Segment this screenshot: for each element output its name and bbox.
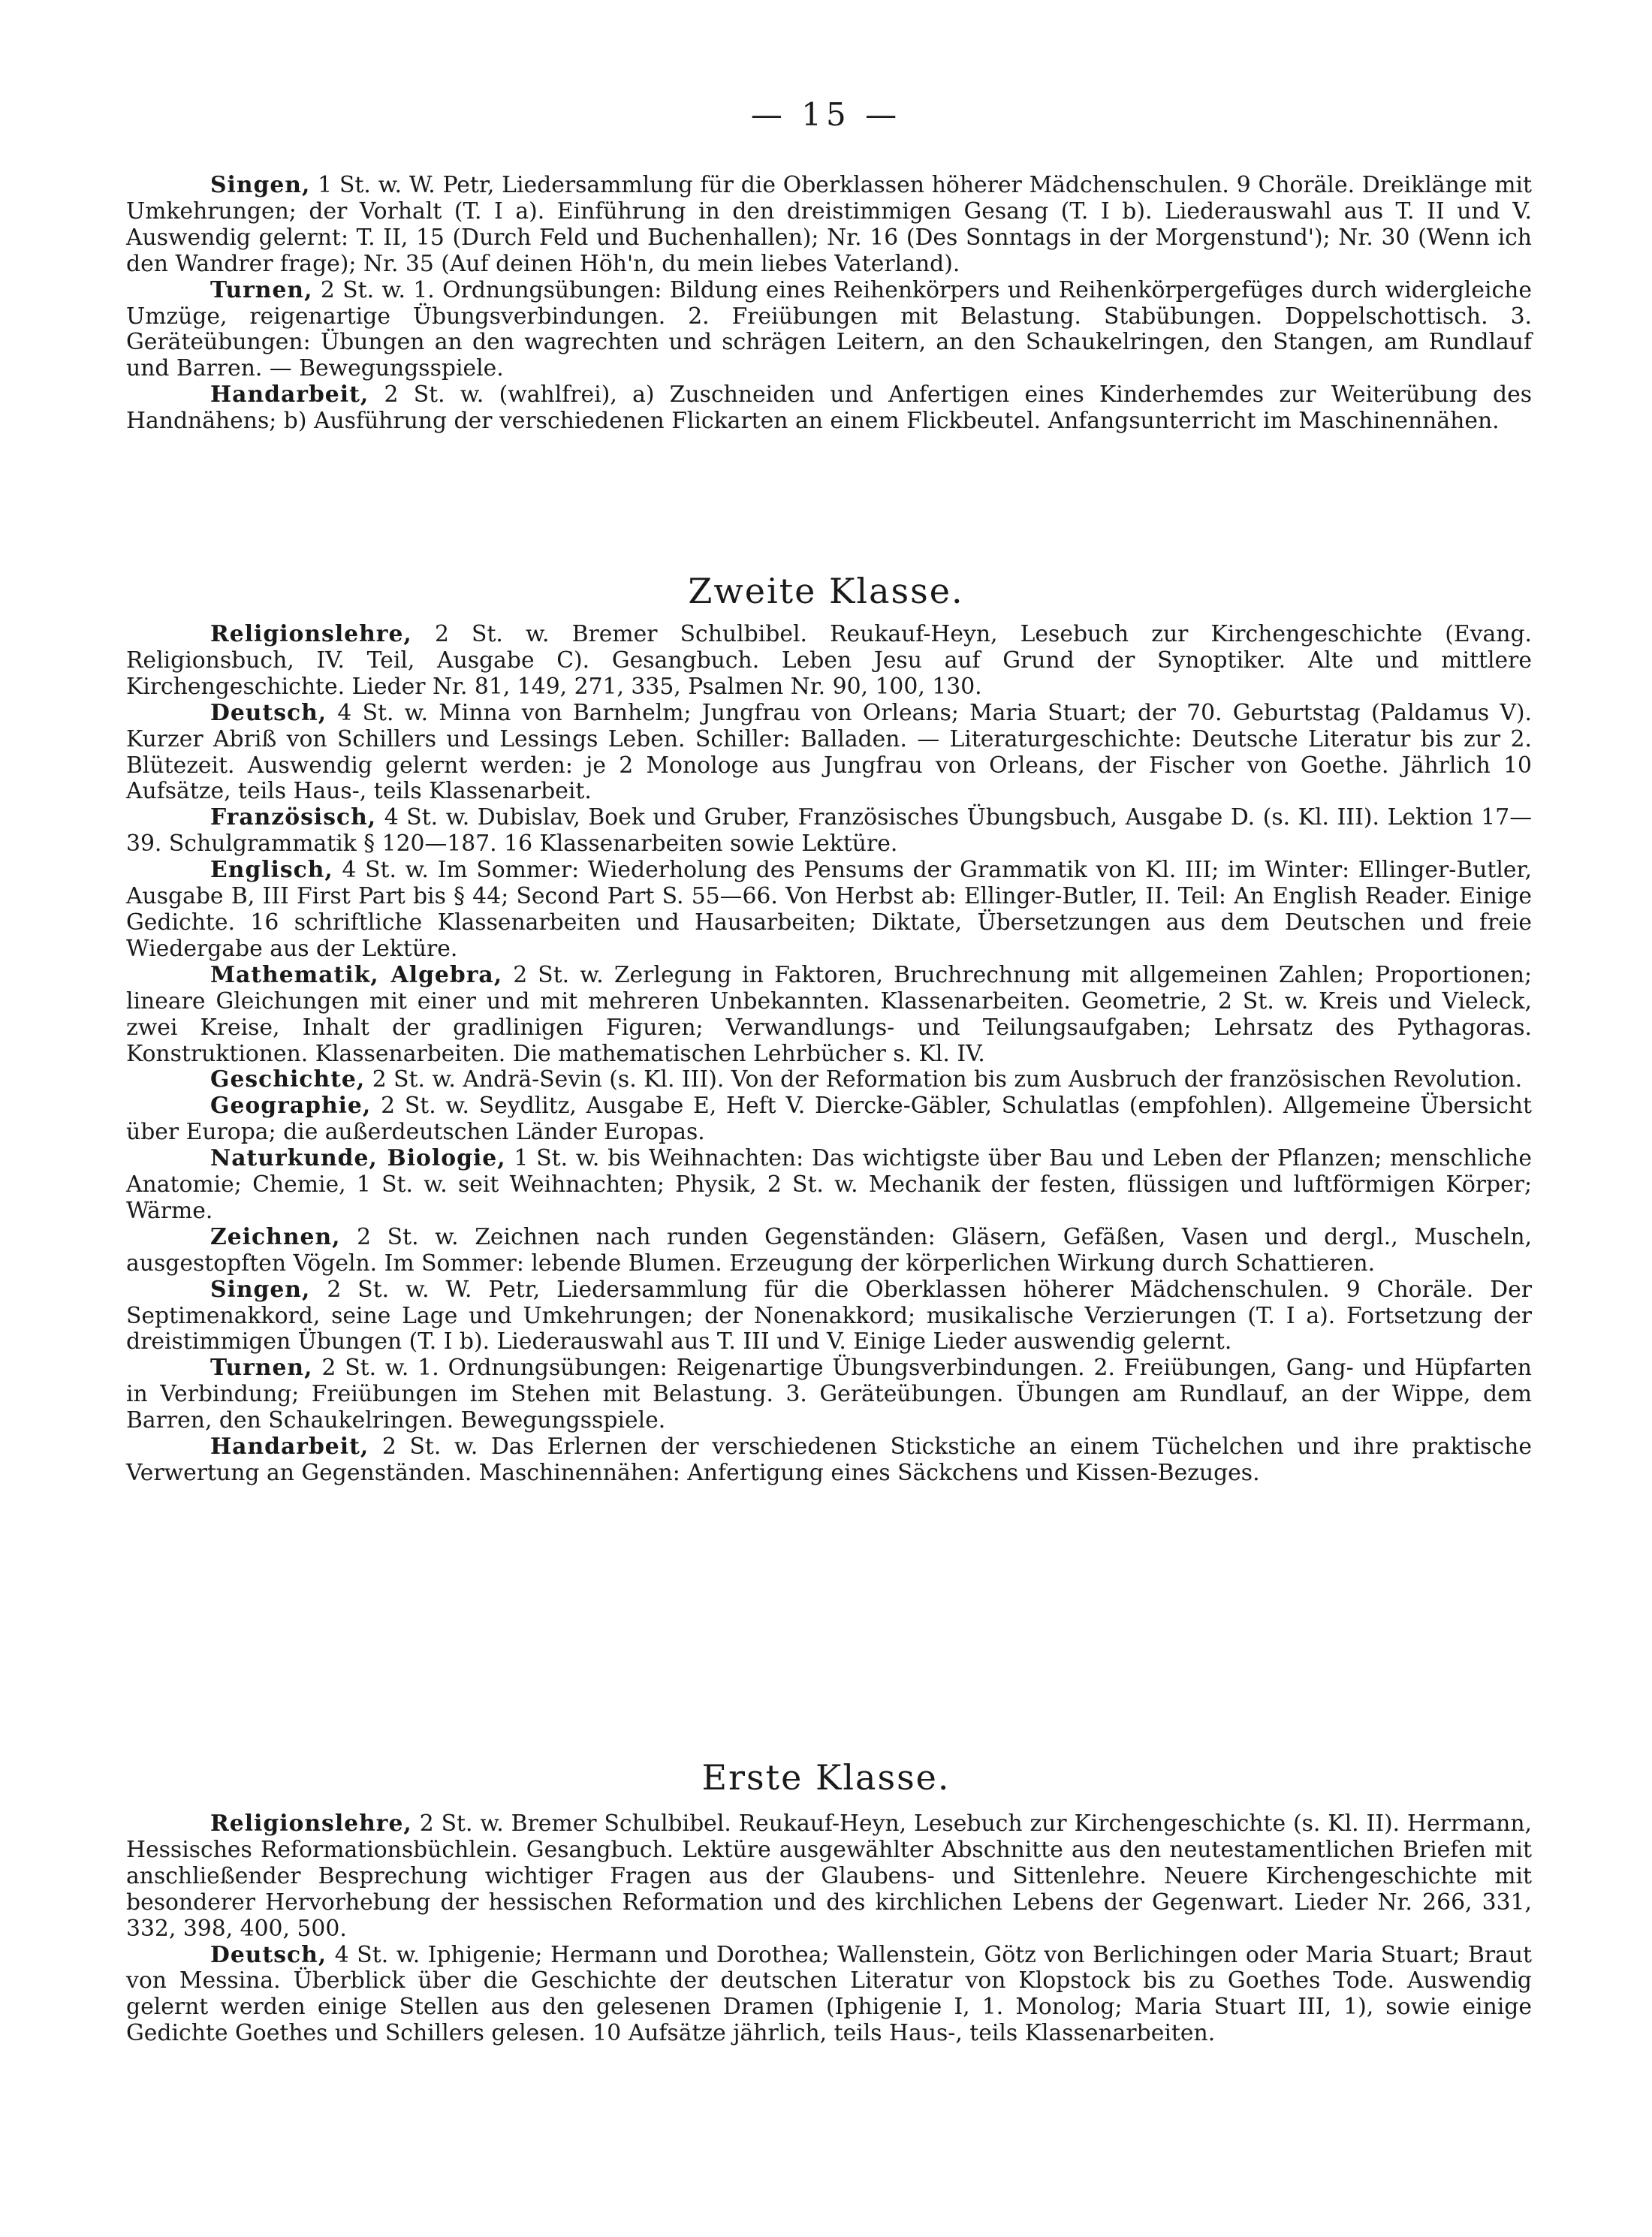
entry-turnen-top: Turnen, 2 St. w. 1. Ordnungsübungen: Bildung eines Reihenkörpers und Reihenkörpergefüges durch widergleiche Umzüge, reigenartige Übungsverbindungen. 2. Freiübungen mit Belastung. Stabübungen. Doppelschottisch. 3. Geräteübungen: Übungen an den wagrechten und schrägen Leitern, an den Schaukelringen, den Stangen, am Rundlauf und Barren. — Bewegungsspiele.	[126, 276, 1532, 382]
entry-religionslehre: Religionslehre, 2 St. w. Bremer Schulbibel. Reukauf-Heyn, Lesebuch zur Kirchengeschichte (Evang. Religionsbuch, IV. Teil, Ausgabe C). Gesangbuch. Leben Jesu auf Grund der Synoptiker. Alte und mittlere Kirchengeschichte. Lieder Nr. 81, 149, 271, 335, Psalmen Nr. 90, 100, 130.	[126, 621, 1532, 700]
entry-englisch: Englisch, 4 St. w. Im Sommer: Wiederholung des Pensums der Grammatik von Kl. III; im Winter: Ellinger-Butler, Ausgabe B, III First Part bis § 44; Second Part S. 55—66. Von Herbst ab: Ellinger-Butler, II. Teil: An English Reader. Einige Gedichte. 16 schriftliche Klassenarbeiten und Hausarbeiten; Diktate, Übersetzungen aus dem Deutschen und freie Wiedergabe aus der Lektüre.	[126, 857, 1532, 962]
entry-deutsch-erste: Deutsch, 4 St. w. Iphigenie; Hermann und Dorothea; Wallenstein, Götz von Berlichingen oder Maria Stuart; Braut von Messina. Überblick über die Geschichte der deutschen Literatur von Klopstock bis zu Goethes Tode. Auswendig gelernt werden einige Stellen aus den gelesenen Dramen (Iphigenie I, 1. Monolog; Maria Stuart III, 1), sowie einige Gedichte Goethes und Schillers gelesen. 10 Aufsätze jährlich, teils Haus-, teils Klassenarbeiten.	[126, 1941, 1532, 2047]
entry-geschichte: Geschichte, 2 St. w. Andrä-Sevin (s. Kl. III). Von der Reformation bis zum Ausbruch der französischen Revolution.	[210, 1066, 1523, 1093]
page-number: — 15 —	[750, 96, 902, 133]
entry-handarbeit: Handarbeit, 2 St. w. Das Erlernen der verschiedenen Stickstiche an einem Tüchelchen und ihre praktische Verwertung an Gegenständen. Maschinennähen: Anfertigung eines Säckchens und Kissen-Bezuges.	[126, 1434, 1532, 1486]
entry-turnen: Turnen, 2 St. w. 1. Ordnungsübungen: Reigenartige Übungsverbindungen. 2. Freiübungen, Gang- und Hüpfarten in Verbindung; Freiübungen im Stehen mit Belastung. 3. Geräteübungen. Übungen am Rundlauf, an der Wippe, dem Barren, den Schaukelringen. Bewegungsspiele.	[126, 1355, 1532, 1434]
entry-singen: Singen, 2 St. w. W. Petr, Liedersammlung für die Oberklassen höherer Mädchenschulen. 9 Choräle. Der Septimenakkord, seine Lage und Umkehrungen; der Nonenakkord; musikalische Verzierungen (T. I a). Fortsetzung der dreistimmigen Übungen (T. I b). Liederauswahl aus T. III und V. Einige Lieder auswendig gelernt.	[126, 1276, 1532, 1355]
entry-franzoesisch: Französisch, 4 St. w. Dubislav, Boek und Gruber, Französisches Übungsbuch, Ausgabe D. (s. Kl. III). Lektion 17—39. Schulgrammatik § 120—187. 16 Klassenarbeiten sowie Lektüre.	[126, 804, 1532, 858]
heading-zweite-klasse: Zweite Klasse.	[688, 571, 964, 611]
entry-naturkunde: Naturkunde, Biologie, 1 St. w. bis Weihnachten: Das wichtigste über Bau und Leben der Pflanzen; menschliche Anatomie; Chemie, 1 St. w. seit Weihnachten; Physik, 2 St. w. Mechanik der festen, flüssigen und luftförmigen Körper; Wärme.	[126, 1145, 1532, 1224]
entry-singen-top: Singen, 1 St. w. W. Petr, Liedersammlung für die Oberklassen höherer Mädchenschulen. 9 Choräle. Dreiklänge mit Umkehrungen; der Vorhalt (T. I a). Einführung in den dreistimmigen Gesang (T. I b). Liederauswahl aus T. II und V. Auswendig gelernt: T. II, 15 (Durch Feld und Buchenhallen); Nr. 16 (Des Sonntags in der Morgenstund'); Nr. 30 (Wenn ich den Wandrer frage); Nr. 35 (Auf deinen Höh'n, du mein liebes Vaterland).	[126, 172, 1532, 277]
entry-zeichnen: Zeichnen, 2 St. w. Zeichnen nach runden Gegenständen: Gläsern, Gefäßen, Vasen und dergl., Muscheln, ausgestopften Vögeln. Im Sommer: lebende Blumen. Erzeugung der körperlichen Wirkung durch Schattieren.	[126, 1223, 1532, 1277]
heading-erste-klasse: Erste Klasse.	[701, 1757, 951, 1798]
entry-handarbeit-top: Handarbeit, 2 St. w. (wahlfrei), a) Zuschneiden und Anfertigen eines Kinderhemdes zur Weiterübung des Handnähens; b) Ausführung der verschiedenen Flickarten an einem Flickbeutel. Anfangsunterricht im Maschinennähen.	[126, 381, 1532, 435]
entry-deutsch: Deutsch, 4 St. w. Minna von Barnhelm; Jungfrau von Orleans; Maria Stuart; der 70. Geburtstag (Paldamus V). Kurzer Abriß von Schillers und Lessings Leben. Schiller: Balladen. — Literaturgeschichte: Deutsche Literatur bis zur 2. Blütezeit. Auswendig gelernt werden: je 2 Monologe aus Jungfrau von Orleans, der Fischer von Goethe. Jährlich 10 Aufsätze, teils Haus-, teils Klassenarbeit.	[126, 699, 1532, 805]
section-top	[126, 173, 1532, 435]
section-zweite-klasse	[126, 622, 1532, 1487]
entry-mathematik: Mathematik, Algebra, 2 St. w. Zerlegung in Faktoren, Bruchrechnung mit allgemeinen Zahlen; Proportionen; lineare Gleichungen mit einer und mit mehreren Unbekannten. Klassenarbeiten. Geometrie, 2 St. w. Kreis und Vieleck, zwei Kreise, Inhalt der gradlinigen Figuren; Verwandlungs- und Teilungsaufgaben; Lehrsatz des Pythagoras. Konstruktionen. Klassenarbeiten. Die mathematischen Lehrbücher s. Kl. IV.	[126, 961, 1533, 1067]
entry-religionslehre-erste: Religionslehre, 2 St. w. Bremer Schulbibel. Reukauf-Heyn, Lesebuch zur Kirchengeschichte (s. Kl. II). Herrmann, Hessisches Reformationsbüchlein. Gesangbuch. Lektüre ausgewählter Abschnitte aus den neutestamentlichen Briefen mit anschließender Besprechung wichtiger Fragen aus der Glaubens- und Sittenlehre. Neuere Kirchengeschichte mit besonderer Hervorhebung der hessischen Reformation und des kirchlichen Lebens der Gegenwart. Lieder Nr. 266, 331, 332, 398, 400, 500.	[126, 1810, 1532, 1942]
entry-geographie: Geographie, 2 St. w. Seydlitz, Ausgabe E, Heft V. Diercke-Gäbler, Schulatlas (empfohlen). Allgemeine Übersicht über Europa; die außerdeutschen Länder Europas.	[126, 1093, 1532, 1146]
section-erste-klasse	[126, 1811, 1532, 2047]
